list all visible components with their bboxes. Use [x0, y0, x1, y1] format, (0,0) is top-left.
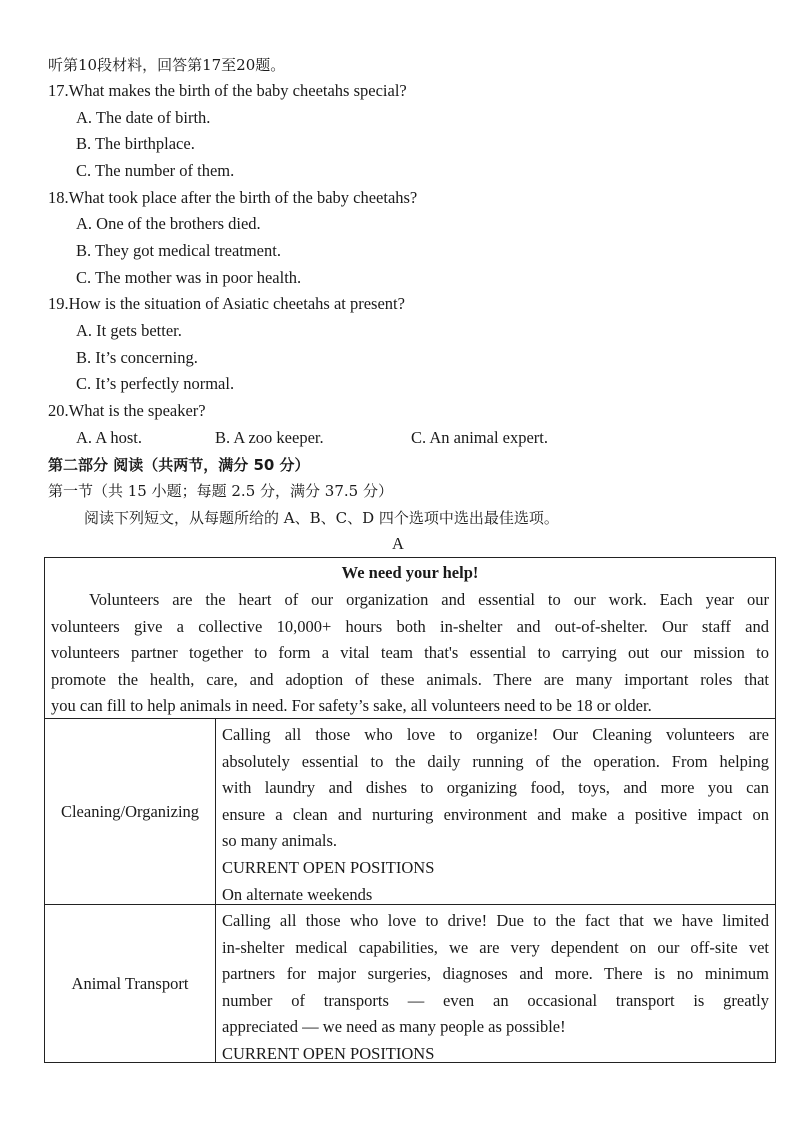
question-19-option-c: C. It’s perfectly normal. [76, 374, 235, 393]
section-one-title: 第一节（共 15 小题；每题 2.5 分，满分 37.5 分） [48, 482, 393, 500]
question-17-option-a: A. The date of birth. [76, 108, 211, 127]
role-row-transport [45, 905, 775, 1063]
question-18-option-b: B. They got medical treatment. [76, 241, 281, 260]
role-line: partners for major surgeries, diagnoses and more. There is no minimum [222, 964, 769, 984]
intro-line: volunteers partner together to form a vital team that's essential to carrying out our mission to [51, 643, 769, 663]
role-line: Calling all those who love to drive! Due to the fact that we have limited [222, 911, 769, 930]
question-17-option-b: B. The birthplace. [76, 134, 195, 153]
role-label-transport: Animal Transport [45, 905, 216, 1063]
question-18-stem: 18.What took place after the birth of the baby cheetahs? [48, 188, 418, 207]
passage-table [44, 557, 776, 1063]
role-line: ensure a clean and nurturing environment and make a positive impact on [222, 804, 769, 824]
intro-line: Volunteers are the heart of our organization and essential to our work. Each year our [89, 590, 769, 609]
passage-intro-cell [45, 558, 775, 719]
question-17-option-c: C. The number of them. [76, 161, 235, 180]
role-line: in-shelter medical capabilities, we are very dependent on our off-site vet [222, 937, 769, 957]
intro-line: volunteers give a collective 10,000+ hours both in-shelter and out-of-shelter. Our staff and [51, 616, 769, 636]
question-19-stem: 19.How is the situation of Asiatic cheetahs at present? [48, 294, 405, 313]
question-18-option-a: A. One of the brothers died. [76, 214, 261, 233]
question-20-option-c: C. An animal expert. [411, 428, 549, 447]
question-20-option-b: B. A zoo keeper. [215, 428, 324, 447]
open-positions-value: On alternate weekends [222, 884, 373, 904]
role-description-cleaning [222, 722, 769, 908]
question-20-option-a: A. A host. [76, 428, 143, 447]
passage-intro-text [51, 587, 769, 720]
passage-letter: A [392, 534, 404, 553]
question-19-option-b: B. It’s concerning. [76, 348, 198, 367]
role-line: with laundry and dishes to organizing food, toys, and more you can [222, 778, 769, 798]
role-line: so many animals. [222, 831, 338, 851]
question-20-stem: 20.What is the speaker? [48, 401, 206, 420]
intro-line: you can fill to help animals in need. For safety’s sake, all volunteers need to be 18 or older. [51, 696, 652, 716]
open-positions-heading: CURRENT OPEN POSITIONS [222, 1043, 435, 1063]
role-line: appreciated — we need as many people as possible! [222, 1017, 566, 1037]
open-positions-heading: CURRENT OPEN POSITIONS [222, 857, 435, 877]
intro-line: promote the health, care, and adoption of these animals. There are many important roles that [51, 669, 769, 689]
part-two-title: 第二部分 阅读（共两节，满分 50 分） [48, 456, 310, 474]
passage-title: We need your help! [341, 563, 479, 582]
role-row-cleaning [45, 719, 775, 905]
question-19-option-a: A. It gets better. [76, 321, 182, 340]
role-line: absolutely essential to the daily running of the operation. From helping [222, 751, 769, 771]
role-label-cleaning: Cleaning/Organizing [45, 719, 216, 904]
role-line: Calling all those who love to organize! Our Cleaning volunteers are [222, 725, 769, 744]
role-description-transport [222, 908, 769, 1068]
reading-instruction: 阅读下列短文，从每题所给的 A、B、C、D 四个选项中选出最佳选项。 [84, 509, 559, 527]
question-17-stem: 17.What makes the birth of the baby cheetahs special? [48, 81, 407, 100]
listening-header: 听第10段材料，回答第17至20题。 [48, 56, 286, 74]
question-18-option-c: C. The mother was in poor health. [76, 268, 302, 287]
role-line: number of transports — even an occasional transport is greatly [222, 990, 769, 1010]
